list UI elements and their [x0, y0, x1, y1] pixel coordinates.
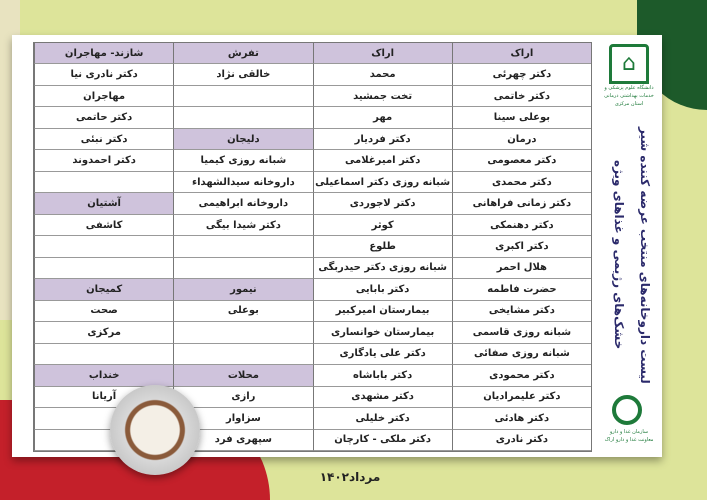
pharmacy-cell: مهر [313, 107, 452, 128]
pharmacy-cell: بوعلی سینا [452, 107, 591, 128]
pharmacy-cell: بیمارستان خوانساری [313, 322, 452, 343]
pharmacy-cell: داروخانه ابراهیمی [173, 193, 312, 214]
pharmacy-cell: دکتر فردیار [313, 129, 452, 150]
pharmacy-cell: دکتر محمودی [452, 365, 591, 386]
pharmacy-cell [34, 258, 173, 279]
org-line-2: معاونت غذا و دارو اراک [604, 437, 654, 443]
pharmacy-cell: دکتر ملکی - کارچان [313, 430, 452, 451]
pharmacy-cell: سپهری فرد [173, 430, 312, 451]
pharmacy-cell: دکتر علی یادگاری [313, 344, 452, 365]
pharmacy-cell: مهاجران [34, 86, 173, 107]
city-header-cell: خنداب [34, 365, 173, 386]
pharmacy-cell: دکتر معصومی [452, 150, 591, 171]
pharmacy-cell: دکتر نادری نیا [34, 64, 173, 85]
pharmacy-cell: شبانه روزی کیمیا [173, 150, 312, 171]
pharmacy-cell [173, 236, 312, 257]
pharmacy-cell [34, 172, 173, 193]
city-header-cell: محلات [173, 365, 312, 386]
university-name: دانشگاه علوم پزشکی و خدمات بهداشتی درمانی استان مرکزی [604, 85, 654, 107]
pharmacy-cell: مرکزی [34, 322, 173, 343]
pharmacy-table [33, 42, 592, 452]
pharmacy-cell: طلوع [313, 236, 452, 257]
pharmacy-cell: محمد [313, 64, 452, 85]
pharmacy-cell: بوعلی [173, 301, 312, 322]
poster-title [602, 120, 658, 390]
title-line-1: لیست داروخانه‌های منتخب عرضه کننده [638, 155, 652, 384]
pharmacy-cell: دکتر زمانی فراهانی [452, 193, 591, 214]
pharmacy-cell: آریانا [34, 387, 173, 408]
city-header-cell: دلیجان [173, 129, 312, 150]
pharmacy-cell: دکتر باباشاه [313, 365, 452, 386]
milk-powder-bowl-image [110, 385, 200, 475]
pharmacy-cell: دکتر لاجوردی [313, 193, 452, 214]
pharmacy-cell: دکتر خلیلی [313, 408, 452, 429]
pharmacy-cell: سزاوار [173, 408, 312, 429]
city-header-cell: کمیجان [34, 279, 173, 300]
pharmacy-cell: شبانه روزی دکتر حیدربگی [313, 258, 452, 279]
city-header-cell: اراک [452, 43, 591, 64]
pharmacy-cell: دکتر شیدا بیگی [173, 215, 312, 236]
title-line-2: شیر خشک‌های رژیمی و غذاهای ویژه [612, 126, 652, 350]
pharmacy-cell: صحت [34, 301, 173, 322]
pharmacy-cell: شبانه روزی صفائی [452, 344, 591, 365]
city-header-cell: آشتیان [34, 193, 173, 214]
pharmacy-cell: تخت جمشید [313, 86, 452, 107]
city-header-cell: اراک [313, 43, 452, 64]
city-header-cell: تفرش [173, 43, 312, 64]
pharmacy-cell: کوثر [313, 215, 452, 236]
pharmacy-cell: حضرت فاطمه [452, 279, 591, 300]
pharmacy-cell: دکتر امیرغلامی [313, 150, 452, 171]
pharmacy-cell: دکتر خاتمی [452, 86, 591, 107]
city-header-cell: شازند- مهاجران [34, 43, 173, 64]
fda-org [598, 428, 660, 444]
city-header-cell: نیمور [173, 279, 312, 300]
pharmacy-cell: بیمارستان امیرکبیر [313, 301, 452, 322]
pharmacy-cell [173, 344, 312, 365]
pharmacy-cell: شبانه روزی دکتر اسماعیلی [313, 172, 452, 193]
pharmacy-cell: هلال احمر [452, 258, 591, 279]
fda-logo-icon [612, 395, 642, 425]
pharmacy-cell: دکتر اکبری [452, 236, 591, 257]
pharmacy-cell [34, 344, 173, 365]
pharmacy-cell [173, 86, 312, 107]
pharmacy-cell: دکتر مشایخی [452, 301, 591, 322]
pharmacy-cell: رازی [173, 387, 312, 408]
pharmacy-cell [173, 107, 312, 128]
pharmacy-cell: دکتر محمدی [452, 172, 591, 193]
pharmacy-cell [34, 236, 173, 257]
pharmacy-cell: شبانه روزی قاسمی [452, 322, 591, 343]
pharmacy-cell: داروخانه سیدالشهداء [173, 172, 312, 193]
pharmacy-cell: دکتر نبئی [34, 129, 173, 150]
org-line-1: سازمان غذا و دارو [609, 429, 649, 435]
side-panel [598, 40, 660, 450]
pharmacy-cell [173, 322, 312, 343]
pharmacy-cell: دکتر علیمرادیان [452, 387, 591, 408]
pharmacy-cell: دکتر هادئی [452, 408, 591, 429]
pharmacy-cell: دکتر احمدوند [34, 150, 173, 171]
date-label: مرداد۱۴۰۲ [319, 470, 381, 484]
pharmacy-cell: دکتر مشهدی [313, 387, 452, 408]
university-logo-icon: ⌂ [609, 44, 649, 84]
pharmacy-cell [173, 258, 312, 279]
pharmacy-cell: دکتر حاتمی [34, 107, 173, 128]
pharmacy-cell: دکتر نادری [452, 430, 591, 451]
pharmacy-cell: دکتر دهنمکی [452, 215, 591, 236]
pharmacy-cell: دکتر بابایی [313, 279, 452, 300]
pharmacy-cell: خالقی نژاد [173, 64, 312, 85]
pharmacy-cell: دکتر چهرئی [452, 64, 591, 85]
pharmacy-cell: درمان [452, 129, 591, 150]
pharmacy-cell: کاشفی [34, 215, 173, 236]
